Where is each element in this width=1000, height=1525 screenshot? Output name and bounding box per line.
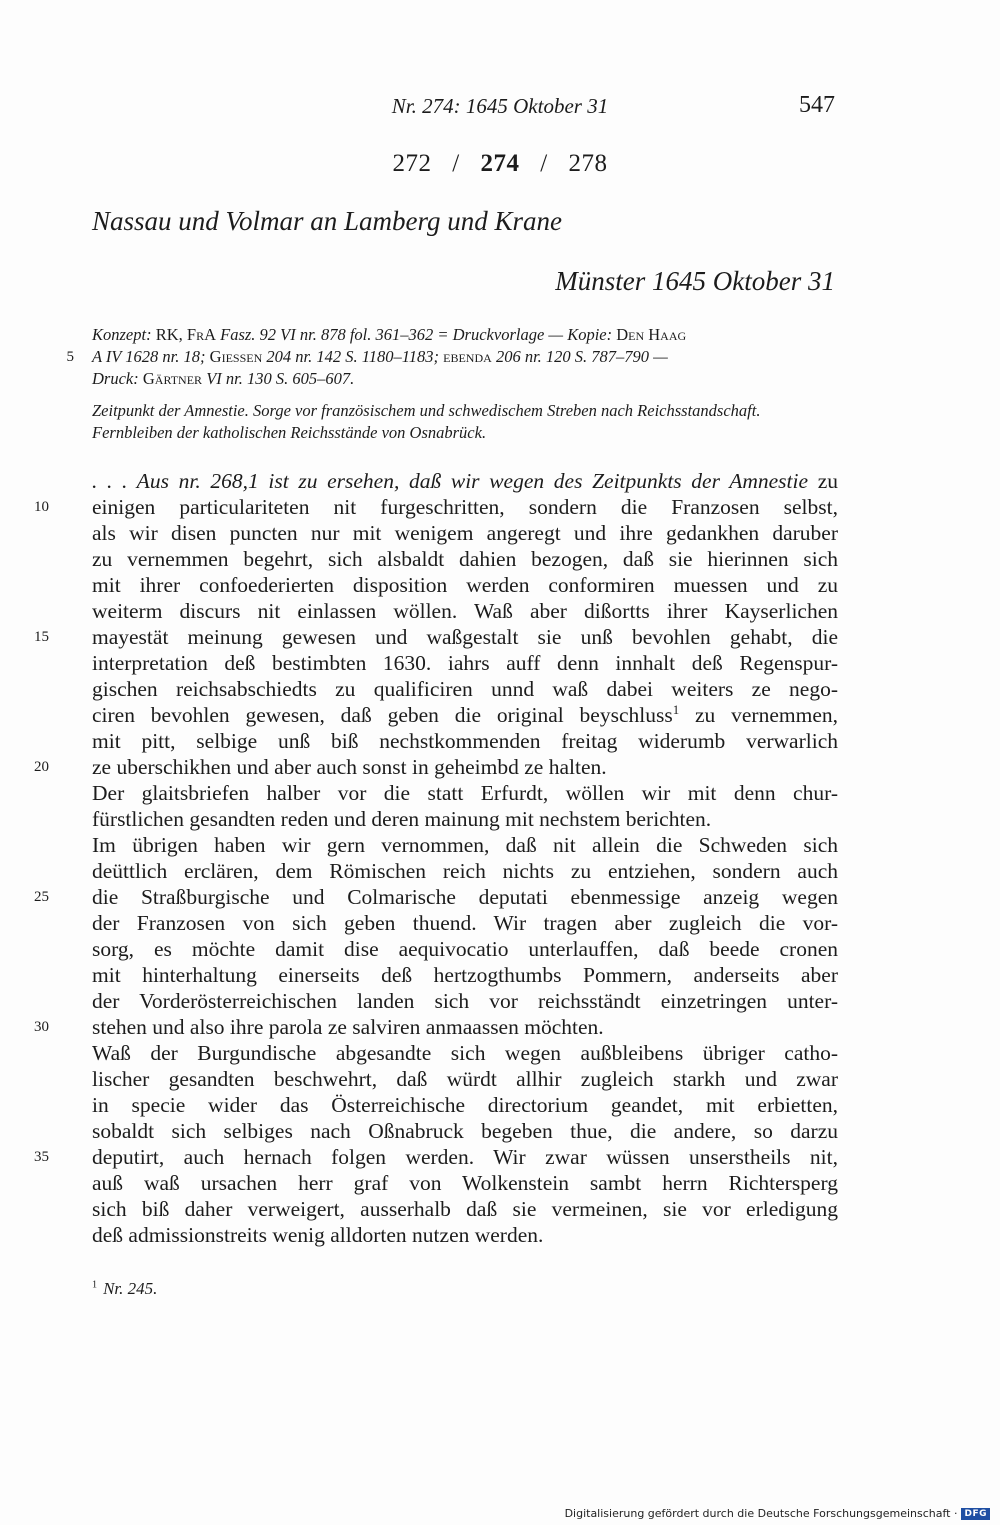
line-text: auß waß ursachen herr graf von Wolkenstein sambt herrn Richtersperg [92, 1171, 838, 1195]
line-text: fürstlichen gesandten reden und deren mainung mit nechstem berichten. [92, 807, 712, 831]
summary [92, 400, 842, 444]
source-text: Konzept: RK, FrA Fasz. 92 VI nr. 878 fol. 361–362 = Druckvorlage — Kopie: Den Haag [92, 325, 687, 344]
text-line [34, 494, 838, 520]
document-place-date: Münster 1645 Oktober 31 [555, 266, 835, 296]
text-line [34, 884, 838, 910]
line-text: die Straßburgische und Colmarische deputati ebenmessige anzeig wegen [92, 885, 838, 909]
text-line [92, 780, 838, 806]
letter-body [34, 468, 838, 1248]
text-line [92, 572, 838, 598]
nav-separator: / [540, 150, 548, 177]
line-text: ze uberschikhen und aber auch sonst in geheimbd ze halten. [92, 755, 607, 779]
text-line [92, 806, 838, 832]
source-note [66, 324, 842, 390]
line-text: der Vorderösterreichischen landen sich vor reichsständt einzetringen unter- [92, 989, 838, 1013]
text-line [34, 624, 838, 650]
text-line [92, 1118, 838, 1144]
line-text: sich biß daher verweigert, ausserhalb daß sie vermeinen, sie vor erledigung [92, 1197, 838, 1221]
text-line [34, 1144, 838, 1170]
line-text: zu vernemmen begehrt, sich alsbaldt dahien bezogen, daß sie hierinnen sich [92, 547, 838, 571]
text-line [92, 910, 838, 936]
digitization-credit [565, 1507, 990, 1520]
line-text: sobaldt sich selbiges nach Oßnabruck begeben thue, die andere, so darzu [92, 1119, 838, 1143]
line-text: zu vernemmen, [679, 703, 838, 727]
footnote-text: Nr. 245. [103, 1279, 158, 1298]
text-line [92, 702, 838, 728]
line-text: gischen reichsabschiedts zu qualificiren unnd waß dabei weiters ze nego- [92, 677, 838, 701]
text-line [92, 1170, 838, 1196]
text-line [92, 1066, 838, 1092]
line-text: mit ihrer confoederierten disposition werden conformiren muessen und zu [92, 573, 838, 597]
line-text: als wir disen puncten nur mit wenigem angeregt und ihre gedankhen daruber [92, 521, 838, 545]
footnote-reference: 1 [672, 702, 680, 717]
source-line [92, 324, 842, 346]
line-number: 20 [34, 759, 49, 775]
document-navigation [0, 150, 1000, 178]
text-line [92, 650, 838, 676]
line-text: weiterm discurs nit einlassen wöllen. Waß aber dißortts ihrer Kayserlichen [92, 599, 838, 623]
line-text: zu [808, 469, 838, 493]
line-text: Der glaitsbriefen halber vor die statt Erfurdt, wöllen wir mit denn chur- [92, 781, 838, 805]
text-line [92, 546, 838, 572]
footnote-marker: 1 [92, 1279, 98, 1291]
line-number: 30 [34, 1019, 49, 1035]
running-head [0, 92, 1000, 122]
text-line [92, 962, 838, 988]
text-line [92, 1040, 838, 1066]
line-text: mit hinterhaltung einerseits deß hertzogthumbs Pommern, anderseits aber [92, 963, 838, 987]
line-text: sorg, es möchte damit dise aequivocatio unterlauffen, daß beede cronen [92, 937, 838, 961]
source-text: Druck: Gärtner VI nr. 130 S. 605–607. [92, 369, 355, 388]
prev-document-link[interactable]: 272 [392, 150, 432, 177]
credit-text: Digitalisierung gefördert durch die Deutsche Forschungsgemeinschaft · [564, 1507, 958, 1520]
page-number: 547 [799, 92, 835, 118]
line-text: mayestät meinung gewesen und waßgestalt sie unß bevohlen gehabt, die [92, 625, 838, 649]
editorial-intro: . . . Aus nr. 268,1 ist zu ersehen, daß wir wegen des Zeitpunkts der Amnestie [92, 469, 809, 493]
text-line [34, 1014, 838, 1040]
text-line [92, 598, 838, 624]
line-number: 5 [66, 349, 74, 365]
text-line [92, 676, 838, 702]
text-line [92, 1092, 838, 1118]
line-number: 25 [34, 889, 49, 905]
line-text: einigen particulariteten nit furgeschritten, sondern die Franzosen selbst, [92, 495, 838, 519]
next-document-link[interactable]: 278 [568, 150, 608, 177]
text-line [92, 468, 838, 494]
line-text: der Franzosen von sich geben thuend. Wir tragen aber zugleich die vor- [92, 911, 838, 935]
text-line [92, 1222, 838, 1248]
text-line [92, 832, 838, 858]
running-head-title: Nr. 274: 1645 Oktober 31 [391, 94, 609, 118]
line-number: 10 [34, 499, 49, 515]
line-number: 15 [34, 629, 49, 645]
line-text: in specie wider das Österreichische directorium geandet, mit erbietten, [92, 1093, 838, 1117]
line-text: ciren bevohlen gewesen, daß geben die original beyschluss [92, 703, 673, 727]
source-text: A IV 1628 nr. 18; Giessen 204 nr. 142 S. 1180–1183; ebenda 206 nr. 120 S. 787–790 — [92, 347, 668, 366]
line-text: deputirt, auch hernach folgen werden. Wir zwar wüssen unserstheils nit, [92, 1145, 838, 1169]
line-number: 35 [34, 1149, 49, 1165]
summary-line: Fernbleiben der katholischen Reichsstände von Osnabrück. [92, 423, 487, 442]
dfg-logo: DFG [961, 1508, 990, 1520]
line-text: interpretation deß bestimbten 1630. iahrs auff denn innhalt deß Regenspur- [92, 651, 838, 675]
text-line [34, 754, 838, 780]
line-text: Im übrigen haben wir gern vernommen, daß nit allein die Schweden sich [92, 833, 838, 857]
document-title: Nassau und Volmar an Lamberg und Krane [92, 206, 563, 236]
text-line [92, 728, 838, 754]
text-line [92, 1196, 838, 1222]
line-text: stehen und also ihre parola ze salviren anmaassen möchten. [92, 1015, 604, 1039]
summary-line: Zeitpunkt der Amnestie. Sorge vor französischem und schwedischem Streben nach Reichsstandschaft. [92, 401, 761, 420]
source-line [92, 368, 842, 390]
nav-separator: / [452, 150, 460, 177]
text-line [92, 936, 838, 962]
source-line [66, 346, 842, 368]
text-line [92, 520, 838, 546]
line-text: deß admissionstreits wenig alldorten nutzen werden. [92, 1223, 544, 1247]
line-text: deüttlich erclären, dem Römischen reich nichts zu entziehen, sondern auch [92, 859, 838, 883]
footnote [92, 1279, 157, 1299]
current-document-number: 274 [480, 150, 520, 177]
line-text: lischer gesandten beschwehrt, daß würdt allhir zugleich starkh und zwar [92, 1067, 838, 1091]
line-text: mit pitt, selbige unß biß nechstkommenden freitag widerumb verwarlich [92, 729, 838, 753]
text-line [92, 988, 838, 1014]
line-text: Waß der Burgundische abgesandte sich wegen außbleibens übriger catho- [92, 1041, 838, 1065]
text-line [92, 858, 838, 884]
